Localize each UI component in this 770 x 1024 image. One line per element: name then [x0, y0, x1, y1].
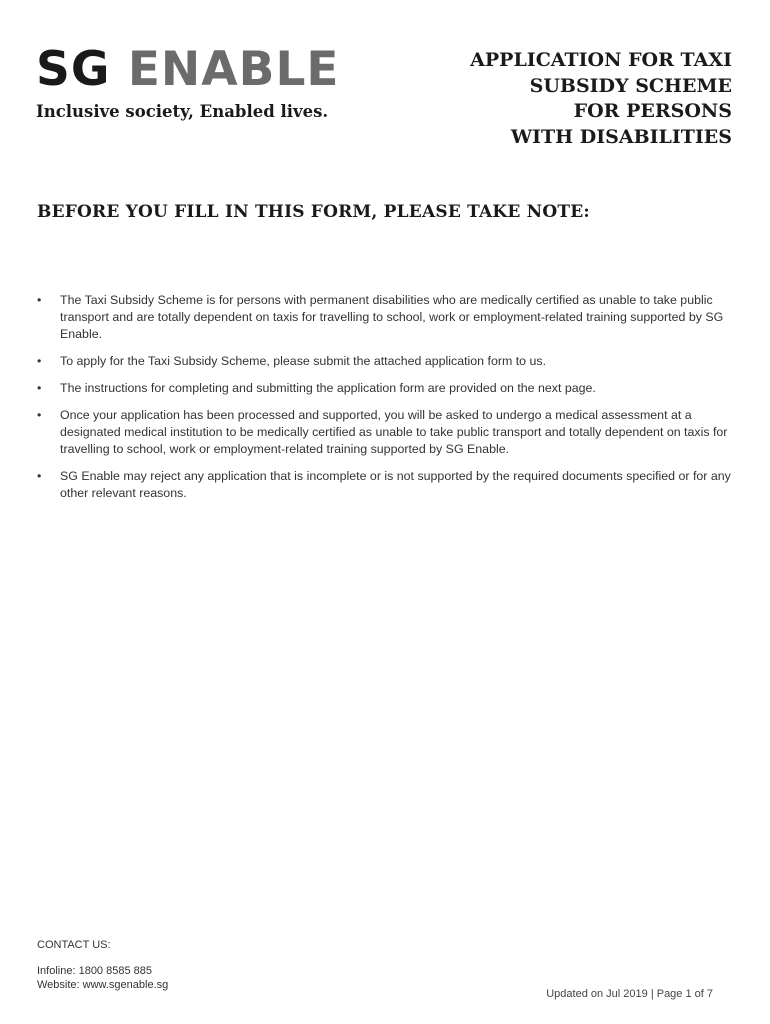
logo-wordmark: [36, 44, 376, 96]
list-item-text: Once your application has been processed and supported, you will be asked to undergo a medical assessment at a designated medical institution to be medically certified as unable to take public transport and totally dependent on taxis for travelling to school, work or employment-related training supported by SG Enable.: [60, 408, 728, 456]
form-title-line: FOR PERSONS: [573, 100, 732, 122]
logo-tagline: Inclusive society, Enabled lives.: [36, 102, 329, 121]
website: Website: www.sgenable.sg: [37, 979, 169, 991]
list-item: [37, 468, 737, 502]
list-item: [37, 380, 737, 397]
list-item: [37, 407, 737, 458]
form-title: [392, 48, 732, 150]
form-title-line: SUBSIDY SCHEME: [529, 74, 732, 97]
bullet-dot: •: [37, 293, 42, 307]
list-item-text: The instructions for completing and submitting the application form are provided on the next page.: [60, 381, 596, 395]
bullet-dot: •: [37, 469, 42, 483]
infoline: Infoline: 1800 8585 885: [37, 965, 152, 977]
form-title-line: APPLICATION FOR TAXI: [470, 49, 732, 71]
sg-enable-logo: [36, 44, 376, 134]
note-heading: BEFORE YOU FILL IN THIS FORM, PLEASE TAKE NOTE:: [37, 202, 590, 222]
notes-list: [37, 292, 737, 512]
list-item-text: The Taxi Subsidy Scheme is for persons with permanent disabilities who are medically certified as unable to take public transport and are totally dependent on taxis for travelling to school, work or employment-related training supported by SG Enable.: [60, 293, 724, 341]
list-item-text: To apply for the Taxi Subsidy Scheme, please submit the attached application form to us.: [60, 354, 547, 368]
bullet-dot: •: [37, 408, 42, 422]
contact-label: CONTACT US:: [37, 939, 111, 951]
page-footer: Updated on Jul 2019 | Page 1 of 7: [546, 988, 713, 1000]
logo-enable: ENABLE: [127, 42, 340, 97]
bullet-dot: •: [37, 381, 42, 395]
list-item-text: SG Enable may reject any application that is incomplete or is not supported by the required documents specified or for any other relevant reasons.: [60, 469, 731, 500]
logo-sg: SG: [36, 42, 111, 97]
contact-block: [37, 938, 168, 992]
bullet-dot: •: [37, 354, 42, 368]
form-title-line: WITH DISABILITIES: [510, 125, 732, 148]
list-item: [37, 292, 737, 343]
list-item: [37, 353, 737, 370]
